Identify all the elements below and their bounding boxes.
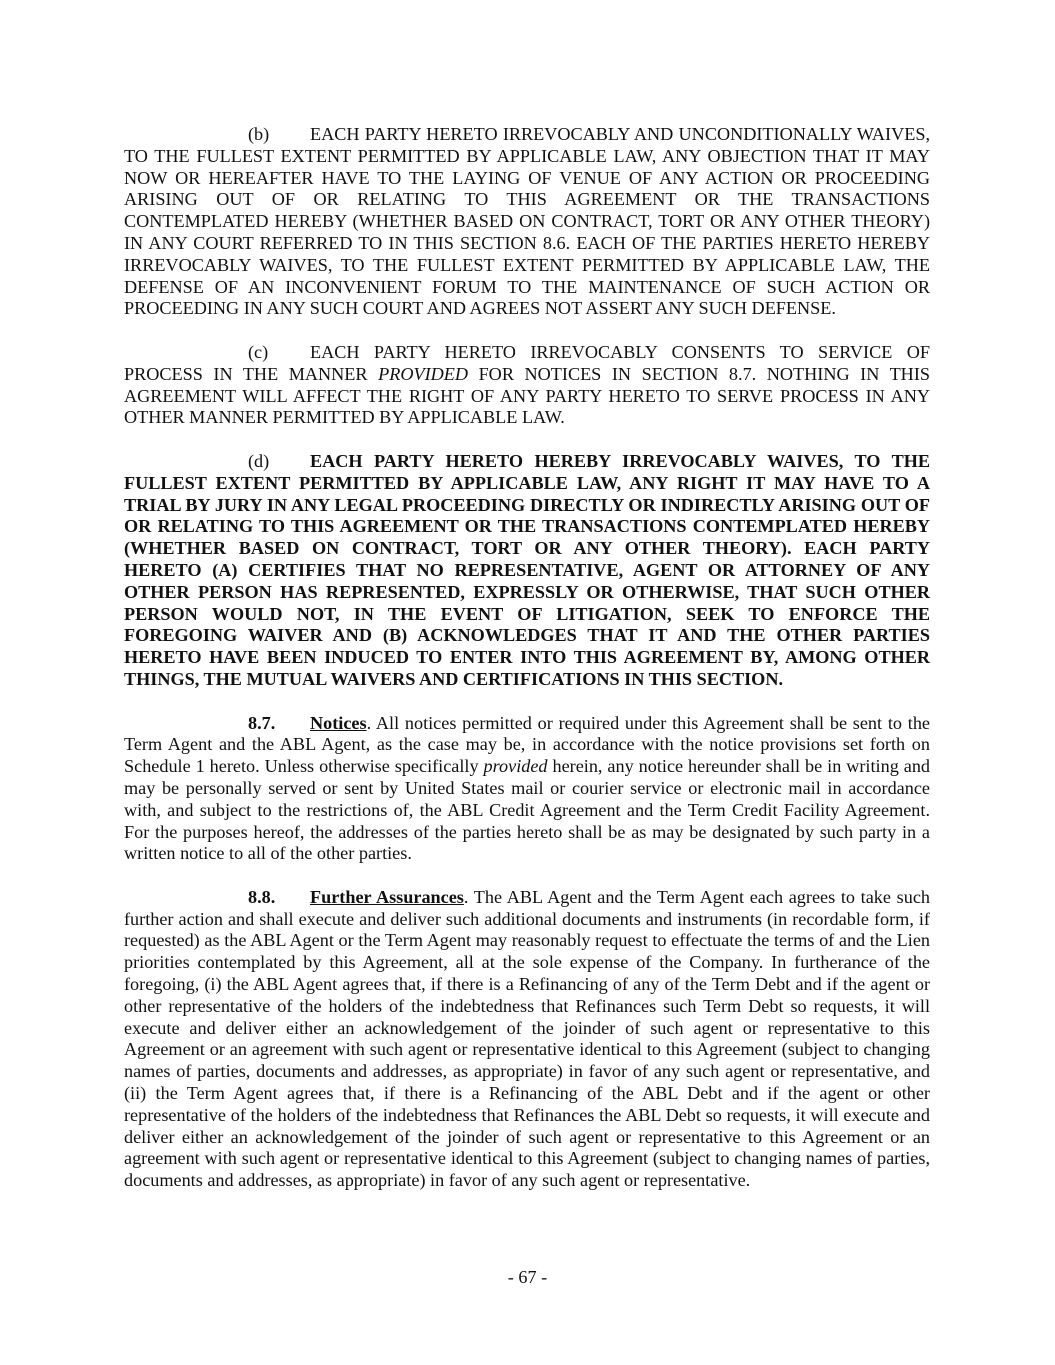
italic-term: provided (483, 756, 548, 777)
section-heading: Notices (310, 712, 367, 733)
document-body (124, 124, 930, 1192)
paragraph-label: (d) (248, 450, 270, 471)
paragraph-text: EACH PARTY HERETO IRREVOCABLY CONSENTS TO SERVICE OF PROCESS IN THE MANNER (124, 341, 930, 384)
paragraph-text: EACH PARTY HERETO HEREBY IRREVOCABLY WAIVES, TO THE FULLEST EXTENT PERMITTED BY APPLICABLE LAW, ANY RIGHT IT MAY HAVE TO A TRIAL BY JURY IN ANY LEGAL PROCEEDING DIRECTLY OR INDIRECTLY ARISING OUT OF OR RELATING TO THIS AGREEMENT OR THE TRANSACTIONS CONTEMPLATED HEREBY (WHETHER BASED ON CONTRACT, TORT OR ANY OTHER THEORY). EACH PARTY HERETO (A) CERTIFIES THAT NO REPRESENTATIVE, AGENT OR ATTORNEY OF ANY OTHER PERSON HAS REPRESENTED, EXPRESSLY OR OTHERWISE, THAT SUCH OTHER PERSON WOULD NOT, IN THE EVENT OF LITIGATION, SEEK TO ENFORCE THE FOREGOING WAIVER AND (B) ACKNOWLEDGES THAT IT AND THE OTHER PARTIES HERETO HAVE BEEN INDUCED TO ENTER INTO THIS AGREEMENT BY, AMONG OTHER THINGS, THE MUTUAL WAIVERS AND CERTIFICATIONS IN THIS SECTION. (124, 450, 930, 689)
italic-term: PROVIDED (378, 363, 469, 384)
paragraph-b (124, 124, 930, 320)
section-number: 8.8. (248, 886, 276, 907)
paragraph-d (124, 451, 930, 691)
paragraph-text: FOR NOTICES IN SECTION 8.7. NOTHING IN THIS AGREEMENT WILL AFFECT THE RIGHT OF ANY PARTY HERETO TO SERVE PROCESS IN ANY OTHER MANNER PERMITTED BY APPLICABLE LAW. (124, 363, 930, 428)
section-text: herein, any notice hereunder shall be in writing and may be personally served or sent by United States mail or courier service or electronic mail in accordance with, and subject to the restrictions of, the ABL Credit Agreement and the Term Credit Facility Agreement. For the purposes hereof, the addresses of the parties hereto shall be as may be designated by such party in a written notice to all of the other parties. (124, 756, 931, 864)
section-number: 8.7. (248, 712, 276, 733)
paragraph-c (124, 342, 930, 429)
section-text: . The ABL Agent and the Term Agent each agrees to take such further action and shall execute and deliver such additional documents and instruments (in recordable form, if requested) as the ABL Agent or the Term Agent may reasonably request to effectuate the terms of and the Lien priorities contemplated by this Agreement, all at the sole expense of the Company. In furtherance of the foregoing, (i) the ABL Agent agrees that, if there is a Refinancing of any of the Term Debt and if the agent or other representative of the holders of the indebtedness that Refinances such Term Debt so requests, it will execute and deliver either an acknowledgement of the joinder of such agent or representative to this Agreement or an agreement with such agent or representative identical to this Agreement (subject to changing names of parties, documents and addresses, as appropriate) in favor of any such agent or representative, and (ii) the Term Agent agrees that, if there is a Refinancing of the ABL Debt and if the agent or other representative of the holders of the indebtedness that Refinances the ABL Debt so requests, it will execute and deliver either an acknowledgement of the joinder of such agent or representative to this Agreement or an agreement with such agent or representative identical to this Agreement (subject to changing names of parties, documents and addresses, as appropriate) in favor of any such agent or representative. (124, 886, 931, 1191)
paragraph-label: (b) (248, 124, 270, 144)
section-text: . All notices permitted or required under this Agreement shall be sent to the Term Agent and the ABL Agent, as the case may be, in accordance with the notice provisions set forth on Schedule 1 hereto. Unless otherwise specifically (124, 712, 930, 777)
page-number: - 67 - (507, 1267, 548, 1287)
section-8-7 (124, 713, 930, 866)
paragraph-text: EACH PARTY HERETO IRREVOCABLY AND UNCONDITIONALLY WAIVES, TO THE FULLEST EXTENT PERMITTED BY APPLICABLE LAW, ANY OBJECTION THAT IT MAY NOW OR HEREAFTER HAVE TO THE LAYING OF VENUE OF ANY ACTION OR PROCEEDING ARISING OUT OF OR RELATING TO THIS AGREEMENT OR THE TRANSACTIONS CONTEMPLATED HEREBY (WHETHER BASED ON CONTRACT, TORT OR ANY OTHER THEORY) IN ANY COURT REFERRED TO IN THIS SECTION 8.6. EACH OF THE PARTIES HERETO HEREBY IRREVOCABLY WAIVES, TO THE FULLEST EXTENT PERMITTED BY APPLICABLE LAW, THE DEFENSE OF AN INCONVENIENT FORUM TO THE MAINTENANCE OF SUCH ACTION OR PROCEEDING IN ANY SUCH COURT AND AGREES NOT ASSERT ANY SUCH DEFENSE. (124, 124, 930, 319)
section-8-8 (124, 887, 930, 1192)
section-heading: Further Assurances (310, 886, 464, 907)
paragraph-label: (c) (248, 341, 269, 362)
